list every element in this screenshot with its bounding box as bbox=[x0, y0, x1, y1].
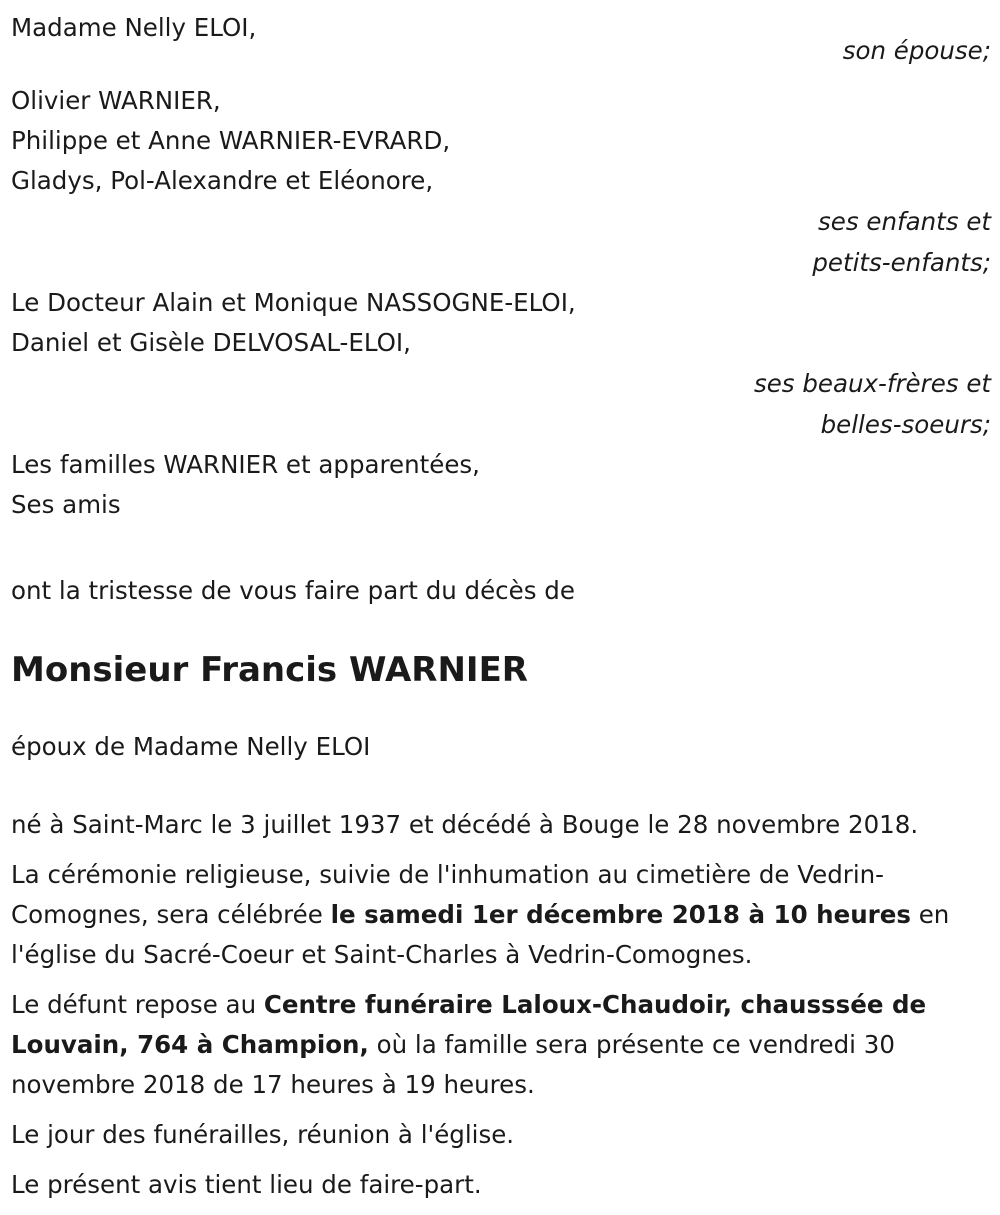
ceremony-text-start: La cérémonie religieuse, suivie de l'inhumation au cimetière de Vedrin-Comognes, sera célébrée bbox=[11, 860, 885, 929]
resting-text-end: où la famille sera présente ce vendredi 30 novembre 2018 de 17 heures à 19 heures. bbox=[11, 1030, 895, 1099]
child-entry: Olivier WARNIER, bbox=[11, 86, 221, 115]
child-entry: Philippe et Anne WARNIER-EVRARD, bbox=[11, 126, 451, 155]
other-entry: Ses amis bbox=[11, 490, 121, 519]
ceremony-paragraph bbox=[11, 855, 986, 975]
inlaws-list bbox=[11, 283, 991, 363]
notice-paragraph: Le présent avis tient lieu de faire-part. bbox=[11, 1170, 482, 1199]
ceremony-text-end: en l'église du Sacré-Coeur et Saint-Charles à Vedrin-Comognes. bbox=[11, 900, 950, 969]
deceased-name: Monsieur Francis WARNIER bbox=[11, 650, 528, 690]
spouse-name: Madame Nelly ELOI, bbox=[11, 13, 257, 42]
obituary-notice bbox=[11, 8, 991, 1215]
others-list bbox=[11, 445, 991, 525]
resting-place-paragraph bbox=[11, 985, 986, 1105]
inlaw-entry: Daniel et Gisèle DELVOSAL-ELOI, bbox=[11, 328, 411, 357]
resting-text-start: Le défunt repose au bbox=[11, 990, 264, 1019]
ceremony-date: le samedi 1er décembre 2018 à 10 heures bbox=[330, 900, 911, 929]
children-list bbox=[11, 81, 991, 201]
children-role-line-1: ses enfants et bbox=[818, 207, 991, 236]
children-role-line-2: petits-enfants; bbox=[812, 248, 991, 277]
inlaw-entry: Le Docteur Alain et Monique NASSOGNE-ELOI, bbox=[11, 288, 576, 317]
child-entry: Gladys, Pol-Alexandre et Eléonore, bbox=[11, 166, 434, 195]
inlaws-role-line-1: ses beaux-frères et bbox=[753, 369, 991, 398]
funeral-home-address: Centre funéraire Laloux-Chaudoir, chausssée de Louvain, 764 à Champion, bbox=[11, 990, 927, 1059]
other-entry: Les familles WARNIER et apparentées, bbox=[11, 450, 480, 479]
inlaws-role-line-2: belles-soeurs; bbox=[820, 410, 991, 439]
announcement-text: ont la tristesse de vous faire part du décès de bbox=[11, 576, 575, 605]
meeting-paragraph: Le jour des funérailles, réunion à l'église. bbox=[11, 1120, 515, 1149]
spouse-role: son épouse; bbox=[842, 36, 991, 65]
deceased-relation: époux de Madame Nelly ELOI bbox=[11, 732, 371, 761]
birth-death-paragraph: né à Saint-Marc le 3 juillet 1937 et décédé à Bouge le 28 novembre 2018. bbox=[11, 810, 919, 839]
